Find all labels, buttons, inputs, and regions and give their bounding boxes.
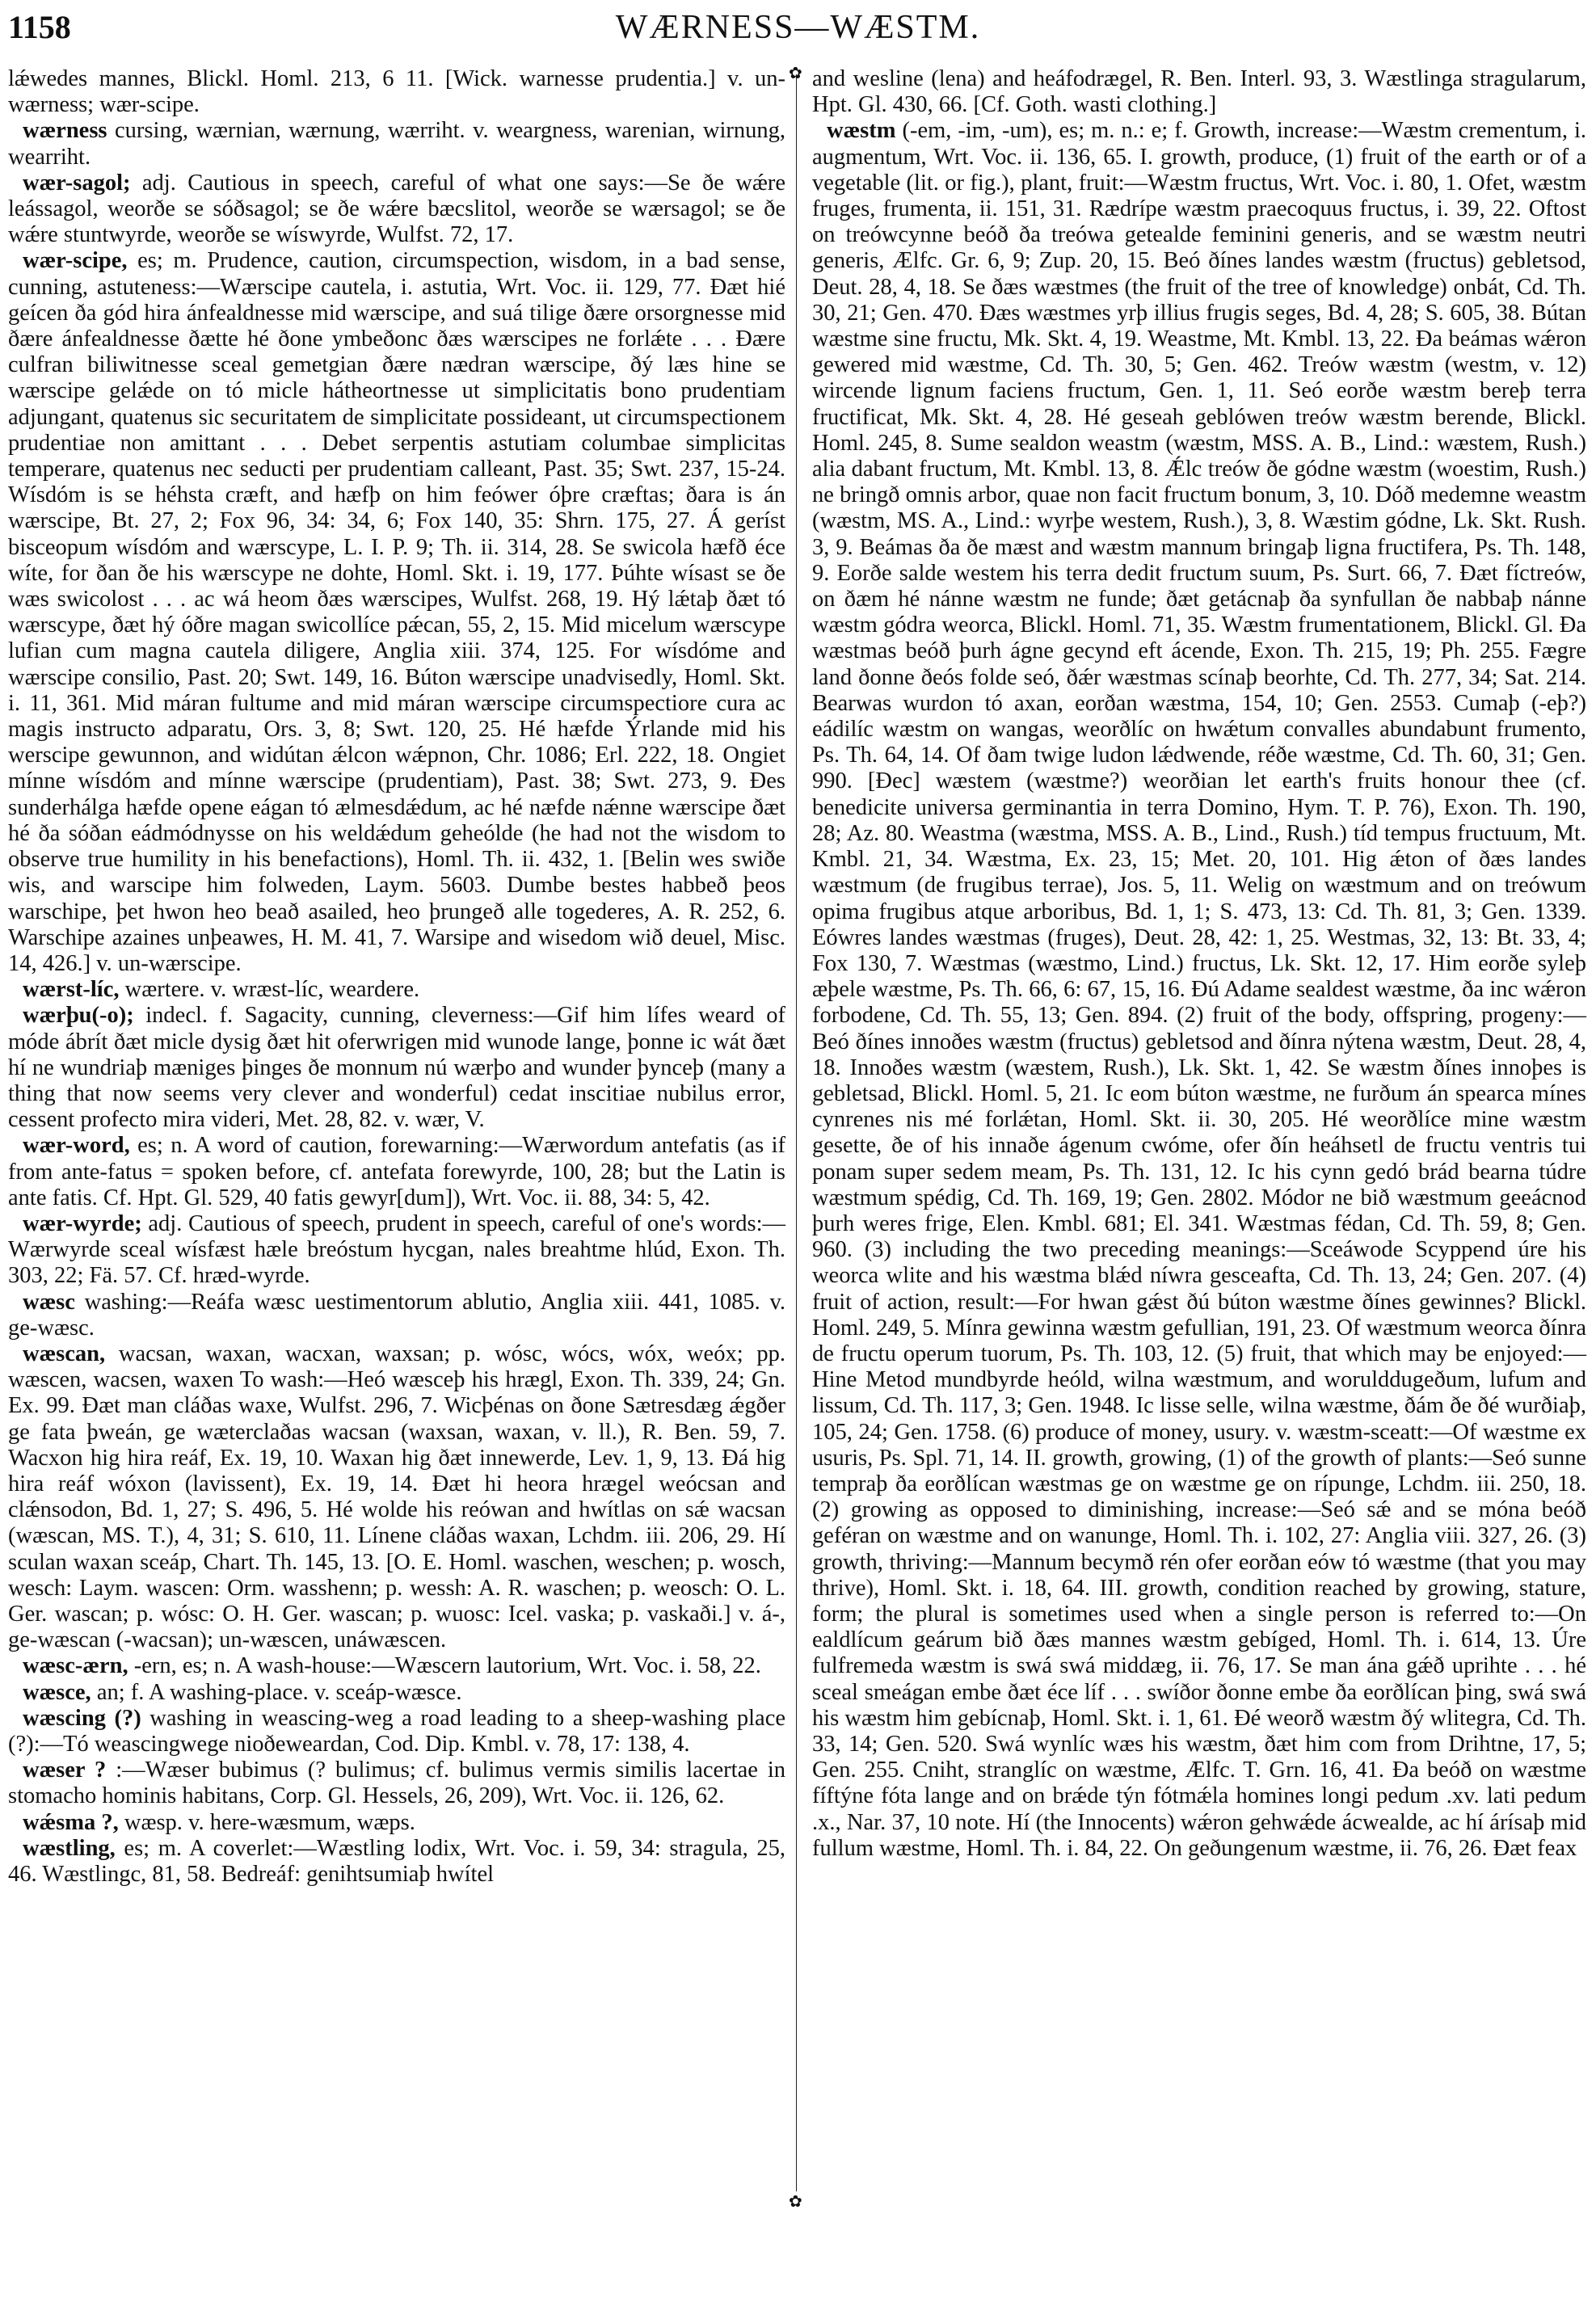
headword: wærst-líc,	[23, 977, 120, 1003]
entry-text: indecl. f. Sagacity, cunning, cleverness:—Gif him lífes weard of móde ábrít ðæt micle dysig ðæt hit oferwrigen mid wunode lange, þonne ic wát ðæt hí ne wundriaþ mæniges þinges ðe monnum nú wærþo and wunder þynceþ (many a thing that now seems very clever and wonderful) cedat inscitiae nubilus error, cessent profecto mira videri, Met. 28, 82. v. wær, V.	[8, 1003, 785, 1133]
dictionary-entry	[8, 1133, 785, 1211]
right-column	[812, 66, 1586, 1862]
entry-text: washing:—Reáfa wæsc uestimentorum ablutio, Anglia xiii. 441, 1085. v. ge-wæsc.	[8, 1289, 785, 1341]
dictionary-entry	[8, 1706, 785, 1757]
headword: wæsc-ærn,	[23, 1653, 128, 1679]
headword: wæscing (?)	[23, 1705, 141, 1731]
ornament-icon: ✿	[789, 65, 802, 82]
entry-text: adj. Cautious in speech, careful of what one says:—Se ðe wǽre leássagol, weorðe se sóðsagol; se ðe wǽre bæcslitol, weorðe se wærsagol; se ðe wǽre stuntwyrde, weorðe se wíswyrde, Wulfst. 72, 17.	[8, 170, 785, 248]
headword: wǽsma ?,	[23, 1809, 119, 1835]
headword: wær-word,	[23, 1133, 130, 1159]
headword: wæstling,	[23, 1835, 116, 1861]
dictionary-entry	[8, 977, 785, 1003]
dictionary-entry	[8, 1290, 785, 1341]
entry-text: washing in weascing-weg a road leading to a sheep-washing place (?):—Tó weascingwege nioðeweardan, Cod. Dip. Kmbl. v. 78, 17: 138, 4.	[8, 1705, 785, 1757]
dictionary-entry	[8, 1211, 785, 1290]
dictionary-entry	[8, 1680, 785, 1706]
dictionary-entry	[8, 1810, 785, 1836]
running-title: WÆRNESS—WÆSTM.	[615, 9, 981, 46]
headword: wær-scipe,	[23, 248, 128, 274]
entry-text: (-em, -im, -um), es; m. n.: e; f. Growth, increase:—Wæstm crementum, i. augmentum, Wrt. Voc. ii. 136, 65. I. growth, produce, (1) fruit of the earth or of a vegetable (lit. or fig.), plant, fruit:—Wæstm fructus, Wrt. Voc. i. 80, 1. Ofet, wæstm fruges, frumenta, ii. 151, 31. Rædrípe wæstm praecoquus fructus, i. 39, 22. Oftost on treówcynne beóð ða treówa getealde feminini generis, and se wæstm neutri generis, Ælfc. Gr. 6, 9; Zup. 20, 15. Beó ðínes landes wæstm (fructus) gebletsod, Deut. 28, 4, 18. Se ðæs wæstmes (the fruit of the tree of knowledge) onbát, Cd. Th. 30, 21; Gen. 470. Ðæs wæstmes yrþ illius frugis seges, Bd. 4, 28; S. 605, 38. Bútan wæstme sine fructu, Mk. Skt. 4, 19. Weastme, Mt. Kmbl. 13, 22. Ða beámas wǽron gewered mid wæstme, Cd. Th. 30, 5; Gen. 462. Treów wæstm (westm, v. 12) wircende lignum faciens fructum, Gen. 1, 11. Seó eorðe wæstm bereþ terra fructificat, Mk. Skt. 4, 28. Hé geseah geblówen treów wæstm berende, Blickl. Homl. 245, 8. Sume sealdon weastm (wæstm, MSS. A. B., Lind.: wæstem, Rush.) alia dabant fructum, Mt. Kmbl. 13, 8. Ǽlc treów ðe gódne wæstm (woestim, Rush.) ne bringð omnis arbor, quae non facit fructum bonum, 3, 10. Dóð medemne weastm (wæstm, MS. A., Lind.: wyrþe westem, Rush.), 3, 8. Wæstim gódne, Lk. Skt. Rush. 3, 9. Beámas ða ðe mæst and wæstm mannum bringaþ ligna fructifera, Ps. Th. 148, 9. Eorðe salde westem his terra dedit fructum suum, Ps. Surt. 66, 7. Ðæt fíctreów, on ðæm hé nánne wæstm ne funde; ðæt getácnaþ ða synfullan ðe nabbaþ nánne wæstm gódra weorca, Blickl. Homl. 71, 35. Wæstm frumentationem, Blickl. Gl. Ða wæstmas beóð þurh ágne gecynd eft ácende, Exon. Th. 215, 19; Ph. 255. Fægre land ðonne ðeós folde seó, ðǽr wæstmas scínaþ beorhte, Cd. Th. 277, 34; Sat. 214. Bearwas wurdon tó axan, eorðan wæstma, 154, 10; Gen. 2553. Cumaþ (-eþ?) eádilíc wæstm on wangas, weorðlíc on hwǽtum convalles abundabunt frumento, Ps. Th. 64, 14. Of ðam twige ludon lǽdwende, réðe wæstme, Cd. Th. 60, 31; Gen. 990. [Ðec] wæstem (wæstme?) weorðian let earth's fruits honour thee (cf. benedicite universa germinantia in terra Domino, Hym. T. P. 76), Exon. Th. 190, 28; Az. 80. Weastma (wæstma, MSS. A. B., Lind., Rush.) tíd tempus fructuum, Mt. Kmbl. 21, 34. Wæstma, Ex. 23, 15; Met. 20, 101. Hig ǽton of ðæs landes wæstmum (de frugibus terrae), Jos. 5, 11. Welig on wæstmum and on treówum opima frugibus atque arboribus, Bd. 1, 1; S. 473, 13: Cd. Th. 81, 3; Gen. 1339. Eówres landes wæstmas (fruges), Deut. 28, 42: 1, 25. Westmas, 32, 13: Bt. 33, 4; Fox 130, 7. Wæstmas (wæstmo, Lind.) fructus, Lk. Skt. 12, 17. Him eorðe syleþ æþele wæstme, Ps. Th. 66, 6: 67, 15, 16. Ðú Adame sealdest wæstme, ða inc wǽron forbodene, Cd. Th. 55, 13; Gen. 894. (2) fruit of the body, offspring, progeny:—Beó ðínes innoðes wæstm (fructus) gebletsod and ðínra nýtena wæstm, Deut. 28, 4, 18. Innoðes wæstm (wæstem, Rush.), Lk. Skt. 1, 42. Se wæstm ðínes innoþes is gebletsad, Blickl. Homl. 5, 21. Ic eom búton wæstme, ne furðum án spearca mínes cynrenes nis mé forlǽtan, Homl. Skt. ii. 30, 205. Hé weorðlíce mine wæstm gesette, ðe of his innaðe ágenum cwóme, ofer ðín heáhsetl de fructu ventris tui ponam super sedem meam, Ps. Th. 131, 12. Ic his cynn gedó brád bearna túdre wæstmum spédig, Cd. Th. 169, 19; Gen. 2802. Módor ne bið wæstmum geeácnod þurh weres frige, Elen. Kmbl. 681; El. 341. Wæstmas fédan, Cd. Th. 59, 8; Gen. 960. (3) including the two preceding meanings:—Sceáwode Scyppend úre his weorca wlite and his wæstma blǽd níwra gesceafta, Cd. Th. 13, 24; Gen. 207. (4) fruit of action, result:—For hwan gǽst ðú búton wæstme ðínes gewinnes? Blickl. Homl. 249, 5. Mínra gewinna wæstm gefullian, 191, 23. Of wæstmum weorca ðínra de fructu operum tuorum, Ps. Th. 103, 12. (5) fruit, that which may be enjoyed:—Hine Metod mundbyrde heóld, wilna wæstmum, and worulddugeðum, lufum and lissum, Cd. Th. 117, 3; Gen. 1948. Ic lisse selle, wilna wæstme, ðám ðe ðé wurðiaþ, 105, 24; Gen. 1758. (6) produce of money, usury. v. wæstm-sceatt:—Of wæstme ex usuris, Ps. Spl. 71, 14. II. growth, growing, (1) of the growth of plants:—Seó sunne tempraþ ða eorðlícan wæstmas ge on wæstme ge on rípunge, Lchdm. iii. 250, 18. (2) growing as opposed to diminishing, increase:—Seó sǽ and se móna beóð geféran on wæstme and on wanunge, Homl. Th. i. 102, 27: Anglia viii. 327, 26. (3) growth, thriving:—Mannum becymð rén ofer eorðan eów tó wæstme (that you may thrive), Homl. Skt. i. 18, 64. III. growth, condition reached by growing, stature, form; the plural is sometimes used when a single person is referred to:—On ealdlícum geárum bið ðæs mannes wæstm gebíged, Homl. Th. i. 614, 13. Úre fulfremeda wæstm is swá swá middæg, ii. 76, 17. Se man ána gǽð uprihte . . . hé sceal smeágan embe ðæt éce líf . . . swíðor ðonne embe ða eorðlícan þing, swá swá his wæstm him gebícnaþ, Homl. Skt. i. 1, 61. Ðé weorð wæstm ðý wlitegra, Cd. Th. 33, 14; Gen. 520. Swá wynlíc wæs his wæstm, ðæt him com from Drihtne, 17, 5; Gen. 255. Cniht, stranglíc on wæstme, Ælfc. T. Grn. 16, 41. Ða beóð on wæstme fíftýne fóta lange and on brǽde týn fótmǽla homines longi pedum .xv. lati pedum .x., Nar. 37, 10 note. Hí (the Innocents) wǽron gehwǽde ácwealde, ac hí árísaþ mid fullum wæstme, Homl. Th. i. 84, 22. On geðungenum wæstme, ii. 76, 26. Ðæt feax	[812, 118, 1586, 1861]
entry-text: adj. Cautious of speech, prudent in speech, careful of one's words:—Wærwyrde sceal wísfæst hæle breóstum hycgan, nales breahtme hlúd, Exon. Th. 303, 22; Fä. 57. Cf. hræd-wyrde.	[8, 1210, 785, 1289]
entry-text: cursing, wærnian, wærnung, wærriht. v. weargness, warenian, wirnung, wearriht.	[8, 118, 785, 170]
dictionary-entry	[8, 1003, 785, 1133]
dictionary-entry	[8, 1653, 785, 1679]
headword: wæsce,	[23, 1679, 91, 1705]
dictionary-entry	[8, 1341, 785, 1653]
dictionary-entry	[8, 1836, 785, 1888]
entry-text: wærtere. v. wræst-líc, weardere.	[119, 977, 420, 1003]
dictionary-entry	[8, 170, 785, 249]
left-column	[8, 66, 785, 1888]
headword: wæstm	[827, 118, 896, 144]
entry-text: es; m. Prudence, caution, circumspection, wisdom, in a bad sense, cunning, astuteness:—Wærscipe cautela, i. astutia, Wrt. Voc. ii. 129, 77. Ðæt hié geícen ða gód hira ánfealdnesse mid wærscipe, and suá tilige ðære orsorgnesse mid ðære ánfealdnesse ðætte hé ðone ymbeðonc ðæs wærscipes ne forlǽte . . . Ðære culfran biliwitnesse sceal gemetgian ðære nædran wærscipe, ðý læs hine se wærscipe gelǽde on tó micle hátheortnesse ut simplicitatis bono prudentiam adjungant, quatenus sic securitatem de simplicitate possideant, ut circumspectionem prudentiae non amittant . . . Debet serpentis astutiam columbae simplicitas temperare, quatenus nec seducti per prudentiam calleant, Past. 35; Swt. 237, 15-24. Wísdóm is se héhsta cræft, and hæfþ on him feówer óþre cræftas; ðara is án wærscipe, Bt. 27, 2; Fox 96, 34: 34, 6; Fox 140, 35: Shrn. 175, 27. Á geríst bisceopum wísdóm and wærscype, L. I. P. 9; Th. ii. 314, 28. Se swicola hæfð éce wíte, for ðan ðe his wærscype ne dohte, Homl. Skt. i. 19, 177. Þúhte wísast se ðe wæs swicolost . . . ac wá heom ðæs wærscipes, Wulfst. 268, 19. Hý lǽtaþ ðæt tó wærscype, ðæt hý óðre magan swicollíce pǽcan, 55, 2, 15. Mid micelum wærscype lufian cum magna cautela diligere, Anglia xiii. 374, 125. For wísdóme and wærscipe consilio, Past. 20; Swt. 149, 16. Búton wærscipe unadvisedly, Homl. Skt. i. 11, 361. Mid máran fultume and mid máran wærscipe circumspectiore cura ac magis instructo adparatu, Ors. 3, 8; Swt. 120, 25. Hé hæfde Ýrlande mid his werscipe gewunnon, and widútan ǽlcon wǽpnon, Chr. 1086; Erl. 222, 18. Ongiet mínne wísdóm and mínne wærscipe (prudentiam), Past. 38; Swt. 273, 9. Ðes sunderhálga hæfde opene eágan tó ælmesdǽdum, ac hé næfde nǽnne wærscipe ðæt hé ða sóðan eádmódnysse on his weldǽdum geheólde (he had not the wisdom to observe true humility in his benefactions), Homl. Th. ii. 432, 1. [Belin wes swiðe wis, and warscipe him folweden, Laym. 5603. Dumbe bestes habbeð þeos warschipe, þet hwon heo beað asailed, heo þrungeð alle togederes, A. R. 252, 6. Warschipe azaines unþeawes, H. M. 41, 7. Warsipe and wisedom wið deuel, Misc. 14, 426.] v. un-wærscipe.	[8, 248, 785, 976]
entry-text: wæsp. v. here-wæsmum, wæps.	[118, 1809, 415, 1835]
entry-text: an; f. A washing-place. v. sceáp-wæsce.	[91, 1679, 462, 1705]
dictionary-entry	[8, 118, 785, 170]
entry-text: es; n. A word of caution, forewarning:—Wærwordum antefatis (as if from ante-fatus = spoken before, cf. antefata forewyrde, 100, 28; but the Latin is ante fatis. Cf. Hpt. Gl. 529, 40 fatis gewyr[dum]), Wrt. Voc. ii. 88, 34: 5, 42.	[8, 1133, 785, 1210]
entry-text: es; m. A coverlet:—Wæstling lodix, Wrt. Voc. i. 59, 34: stragula, 25, 46. Wæstlingc, 81, 58. Bedreáf: genihtsumiaþ hwítel	[8, 1835, 785, 1888]
headword: wærþu(-o);	[23, 1003, 134, 1029]
entry-text: :—Wæser bubimus (? bulimus; cf. bulimus vermis similis lacertae in stomacho hominis habitans, Corp. Gl. Hessels, 26, 209), Wrt. Voc. ii. 126, 62.	[8, 1757, 785, 1809]
dictionary-entry	[8, 248, 785, 977]
headword: wæscan,	[23, 1341, 106, 1366]
dictionary-entry	[812, 118, 1586, 1862]
dictionary-entry	[812, 66, 1586, 118]
dictionary-entry	[8, 1757, 785, 1809]
headword: wæser ?	[23, 1757, 107, 1783]
entry-text: lǽwedes mannes, Blickl. Homl. 213, 6 11. [Wick. warnesse prudentia.] v. un-wærness; wær-scipe.	[8, 66, 785, 118]
column-divider	[796, 74, 797, 2191]
entry-text: -ern, es; n. A wash-house:—Wæscern lautorium, Wrt. Voc. i. 58, 22.	[128, 1653, 761, 1679]
headword: wær-wyrde;	[23, 1210, 142, 1236]
headword: wær-sagol;	[23, 170, 131, 196]
headword: wærness	[23, 118, 107, 144]
dictionary-entry	[8, 66, 785, 118]
page-number: 1158	[8, 9, 71, 45]
headword: wæsc	[23, 1289, 75, 1315]
entry-text: and wesline (lena) and heáfodrægel, R. Ben. Interl. 93, 3. Wæstlinga stragularum, Hpt. Gl. 430, 66. [Cf. Goth. wasti clothing.]	[812, 66, 1586, 118]
ornament-icon: ✿	[789, 2193, 802, 2211]
entry-text: wacsan, waxan, wacxan, waxsan; p. wósc, wócs, wóx, weóx; pp. wæscen, wacsen, waxen To wash:—Heó wæsceþ his hrægl, Exon. Th. 339, 24; Gn. Ex. 99. Ðæt man cláðas waxe, Wulfst. 296, 7. Wicþénas on ðone Sætresdæg ǽgðer ge fata þweán, ge wæterclaðas wacsan (waxsan, waxan, v. ll.), R. Ben. 59, 7. Wacxon hig hira reáf, Ex. 19, 10. Waxan hig ðæt innewerde, Lev. 1, 9, 13. Ðá hig hira reáf wóxon (lavissent), Ex. 19, 14. Ðæt hi heora hrægel weócsan and clǽnsodon, Bd. 1, 27; S. 496, 5. Hé wolde his reówan and hwítlas on sǽ wacsan (wæscan, MS. T.), 4, 31; S. 610, 11. Línene cláðas waxan, Lchdm. iii. 206, 29. Hí sculan waxan sceáp, Chart. Th. 145, 13. [O. E. Homl. waschen, weschen; p. wosch, wesch: Laym. wascen: Orm. wasshenn; p. wessh: A. R. waschen; p. weosch: O. L. Ger. wascan; p. wósc: O. H. Ger. wascan; p. wuosc: Icel. vaska; p. vaskaði.] v. á-, ge-wæscan (-wacsan); un-wæscen, unáwæscen.	[8, 1341, 785, 1653]
